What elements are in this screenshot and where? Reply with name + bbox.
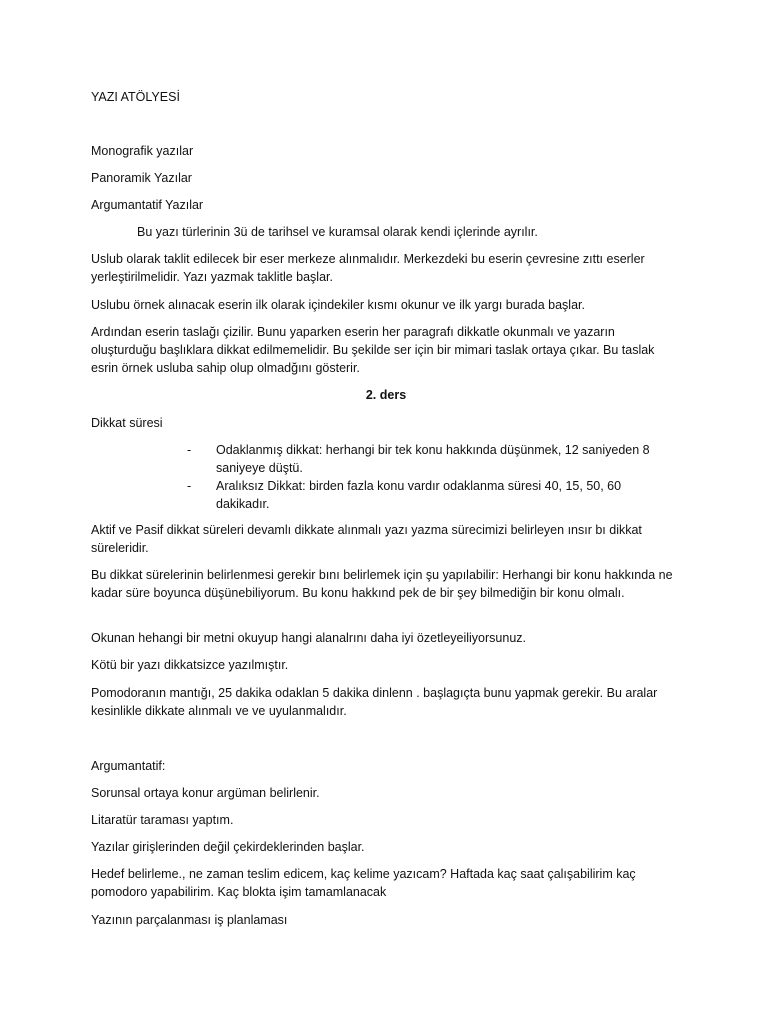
argumantatif-heading: Argumantatif: xyxy=(91,759,166,773)
bullet-dash: - xyxy=(187,479,192,493)
bullet-item xyxy=(187,441,667,477)
paragraph-litaratur: Litaratür taraması yaptım. xyxy=(91,813,234,827)
paragraph-ardindan: Ardından eserin taslağı çizilir. Bunu yaparken eserin her paragrafı dikkatle okunmalı ve yazarın oluşturduğu başlıklara dikkat edilmemelidir. Bu şekilde ser için bir mimari taslak ortaya çıkar. Bu taslak esrin örnek usluba sahip olup olmadğını gösterir. xyxy=(91,325,655,375)
type-panoramik: Panoramik Yazılar xyxy=(91,171,192,185)
lesson2-heading: 2. ders xyxy=(365,388,407,402)
document-title: YAZI ATÖLYESİ xyxy=(91,90,180,104)
paragraph-kotu: Kötü bir yazı dikkatsizce yazılmıştır. xyxy=(91,658,289,672)
paragraph-types-diff: Bu yazı türlerinin 3ü de tarihsel ve kuramsal olarak kendi içlerinde ayrılır. xyxy=(137,225,538,239)
bullet-dash: - xyxy=(187,443,192,457)
paragraph-belirlenmesi: Bu dikkat sürelerinin belirlenmesi gerekir bını belirlemek için şu yapılabilir: Herhangi bir konu hakkında ne kadar süre boyunca düşünebiliyorum. Bu konu hakkınd pek de bir şey bilmediğin bir konu olmalı. xyxy=(91,568,673,600)
paragraph-aktif: Aktif ve Pasif dikkat süreleri devamlı dikkate alınmalı yazı yazma sürecimizi belirleyen ınsır bı dikkat süreleridir. xyxy=(91,523,642,555)
paragraph-yazilar: Yazılar girişlerinden değil çekirdeklerinden başlar. xyxy=(91,840,365,854)
paragraph-uslubu: Uslubu örnek alınacak eserin ilk olarak içindekiler kısmı okunur ve ilk yargı burada başlar. xyxy=(91,298,585,312)
paragraph-pomodoro: Pomodoranın mantığı, 25 dakika odaklan 5 dakika dinlenn . başlagıçta bunu yapmak gerekir. Bu aralar kesinlikle dikkate alınmalı ve ve uyulanmalıdır. xyxy=(91,686,658,718)
paragraph-uslub: Uslub olarak taklit edilecek bir eser merkeze alınmalıdır. Merkezdeki bu eserin çevresine zıttı eserler yerleştirilmelidir. Yazı yazmak taklitle başlar. xyxy=(91,252,645,284)
type-argumantatif: Argumantatif Yazılar xyxy=(91,198,204,212)
paragraph-parcalanma: Yazının parçalanması iş planlaması xyxy=(91,913,288,927)
paragraph-sorunsal: Sorunsal ortaya konur argüman belirlenir. xyxy=(91,786,320,800)
bullet-text: Odaklanmış dikkat: herhangi bir tek konu hakkında düşünmek, 12 saniyeden 8 saniyeye düştü. xyxy=(216,443,650,475)
bullet-item xyxy=(187,477,667,513)
type-monografik: Monografik yazılar xyxy=(91,144,194,158)
bullet-text: Aralıksız Dikkat: birden fazla konu vardır odaklanma süresi 40, 15, 50, 60 dakikadır. xyxy=(216,479,622,511)
paragraph-okunan: Okunan hehangi bir metni okuyup hangi alanalrını daha iyi özetleyeiliyorsunuz. xyxy=(91,631,526,645)
paragraph-hedef: Hedef belirleme., ne zaman teslim edicem, kaç kelime yazıcam? Haftada kaç saat çalışabilirim kaç pomodoro yapabilirim. Kaç blokta işim tamamlanacak xyxy=(91,867,636,899)
attention-bullet-list xyxy=(187,441,667,513)
dikkat-suresi-label: Dikkat süresi xyxy=(91,416,163,430)
